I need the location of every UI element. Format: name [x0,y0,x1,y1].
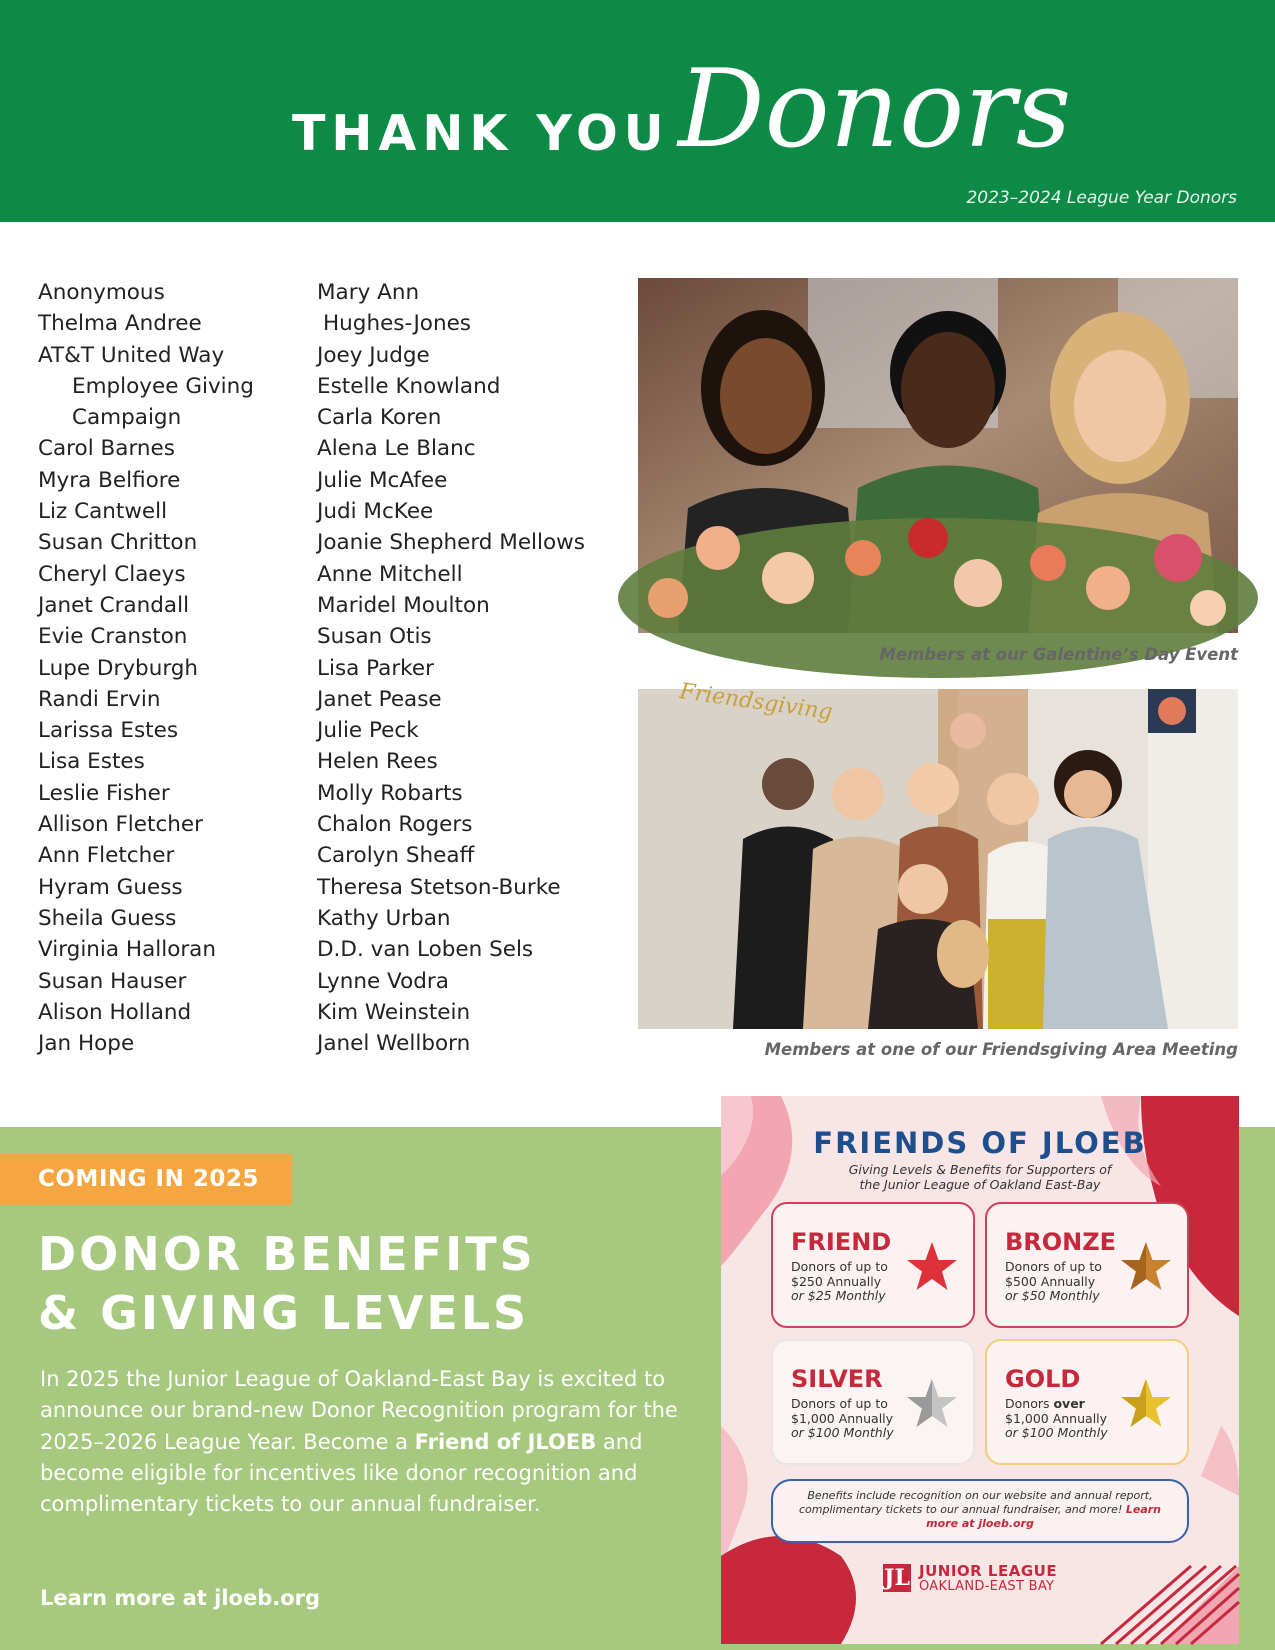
tier-silver-description [791,1397,901,1441]
gold-star-icon [1119,1377,1173,1431]
donor-name: Carolyn Sheaff [317,843,475,869]
galentines-photo-caption: Members at our Galentine’s Day Event [879,645,1238,664]
donor-name: D.D. van Loben Sels [317,937,534,963]
body-part-1: In 2025 the Junior League of Oakland-East Bay is excited to announce our brand-new Donor Recognition program for the 2025–2026 League Year. Become a [40,1367,678,1454]
donor-name: Alison Holland [38,999,192,1025]
donor-name: Hyram Guess [38,874,183,900]
logo-line-2: OAKLAND-EAST BAY [919,1579,1055,1594]
red-star-icon [905,1240,959,1294]
donor-name: Jan Hope [38,1031,135,1057]
silver-star-icon [905,1377,959,1431]
donor-name: Allison Fletcher [38,812,203,838]
donor-name: Joanie Shepherd Mellows [317,530,585,556]
tier-friend-card [771,1202,975,1328]
donors-script-title [672,20,1072,210]
tier-gold-line-1-pre: Donors [1005,1396,1054,1411]
donor-name: Ann Fletcher [38,843,175,869]
tier-friend-line-2: $250 Annually [791,1273,882,1289]
donor-list-column-1 [38,277,298,1059]
donor-name: Evie Cranston [38,624,188,650]
donor-name: Virginia Halloran [38,937,216,963]
donor-benefits-heading [38,1225,536,1343]
donor-name: Estelle Knowland [317,373,501,399]
friendsgiving-photo [638,679,1238,1029]
donor-name: Maridel Moulton [317,592,490,618]
tier-gold-line-1-bold: over [1053,1396,1085,1411]
donor-name: Sheila Guess [38,905,177,931]
donor-name: Kim Weinstein [317,999,471,1025]
header-title: THANK YOU [292,105,670,162]
tier-gold-line-2: $1,000 Annually [1005,1410,1108,1426]
friendsgiving-banner: Friendsgiving [677,679,835,726]
donor-list-column-2 [317,277,617,1059]
donor-name: Carla Koren [317,405,442,431]
tier-gold-name: GOLD [1005,1365,1081,1393]
friendsgiving-photo-caption: Members at one of our Friendsgiving Area Meeting [764,1040,1238,1059]
tier-gold-card [985,1339,1189,1465]
tier-friend-name: FRIEND [791,1228,892,1256]
coming-badge-text: COMING IN 2025 [38,1166,259,1192]
galentines-day-photo [638,278,1238,633]
tier-silver-line-3: or $100 Monthly [791,1425,894,1440]
tier-silver-line-2: $1,000 Annually [791,1410,894,1426]
donor-benefits-body [40,1364,680,1520]
flyer-benefits-link[interactable]: Learn more at jloeb.org [926,1503,1162,1530]
tier-silver-name: SILVER [791,1365,883,1393]
flyer-title: FRIENDS OF JLOEB [813,1126,1147,1160]
donor-name: Employee Giving [72,373,254,399]
tier-bronze-description [1005,1260,1115,1304]
flyer-subtitle [811,1162,1149,1192]
heading-line-1: DONOR BENEFITS [38,1227,536,1281]
flyer-benefits-box [771,1479,1189,1543]
tier-bronze-line-2: $500 Annually [1005,1273,1096,1289]
junior-league-logo [883,1562,1083,1598]
tier-bronze-card [985,1202,1189,1328]
tier-gold-description [1005,1397,1115,1441]
donor-name: Kathy Urban [317,905,451,931]
heading-line-2: & GIVING LEVELS [38,1286,530,1340]
galentines-photo-illustration [638,278,1238,633]
tier-friend-line-3: or $25 Monthly [791,1288,886,1303]
donor-name: Susan Otis [317,624,432,650]
logo-line-1: JUNIOR LEAGUE [919,1562,1058,1580]
donor-name: Thelma Andree [38,311,202,337]
tier-silver-card [771,1339,975,1465]
donor-name: Lisa Estes [38,749,145,775]
donor-name: Judi McKee [317,499,434,525]
jl-logo-mark: JL [884,1565,910,1591]
flyer-subtitle-line-1: Giving Levels & Benefits for Supporters of [848,1162,1112,1177]
tier-friend-line-1: Donors of up to [791,1259,888,1274]
donor-name: Carol Barnes [38,436,175,462]
donor-name: Hughes-Jones [323,311,472,337]
donor-name: Myra Belfiore [38,467,181,493]
bronze-star-icon [1119,1240,1173,1294]
donors-script-text: Donors [678,47,1072,172]
donor-name: Julie Peck [317,718,419,744]
body-part-2: and become eligible for incentives like donor recognition and complimentary tickets to our annual fundraiser. [40,1429,643,1517]
tier-bronze-line-3: or $50 Monthly [1005,1288,1100,1303]
donor-name: Lisa Parker [317,655,434,681]
donor-name: Lynne Vodra [317,968,449,994]
donor-name: Campaign [72,405,182,431]
donor-name: Cheryl Claeys [38,561,186,587]
friendsgiving-photo-illustration [638,679,1238,1029]
donor-name: Alena Le Blanc [317,436,476,462]
donor-name: Susan Chritton [38,530,198,556]
tier-friend-description [791,1260,901,1304]
donor-name: Julie McAfee [317,467,448,493]
header-banner [0,0,1275,222]
donor-name: Larissa Estes [38,718,179,744]
donor-name: Susan Hauser [38,968,187,994]
donor-name: Janet Pease [317,686,442,712]
donor-name: Molly Robarts [317,780,463,806]
donor-name: Janet Crandall [38,592,190,618]
friend-of-jloeb-emphasis: Friend of JLOEB [414,1429,597,1454]
donor-name: Anonymous [38,280,165,305]
tier-gold-line-3: or $100 Monthly [1005,1425,1108,1440]
donor-name: Theresa Stetson-Burke [317,874,561,900]
tier-bronze-name: BRONZE [1005,1228,1117,1256]
donor-name: Randi Ervin [38,686,161,712]
donor-name: Anne Mitchell [317,561,463,587]
tier-gold-line-1 [1005,1397,1115,1412]
donor-name: Lupe Dryburgh [38,655,199,681]
donor-name: Leslie Fisher [38,780,170,806]
tier-silver-line-1: Donors of up to [791,1396,888,1411]
friends-of-jloeb-flyer [721,1096,1239,1644]
tier-bronze-line-1: Donors of up to [1005,1259,1102,1274]
flyer-benefits-text: Benefits include recognition on our website and annual report, complimentary tickets to our annual fundraiser, and more! [798,1489,1153,1516]
donor-name: Joey Judge [317,342,430,368]
flyer-subtitle-line-2: the Junior League of Oakland East-Bay [859,1177,1101,1192]
donor-name: Mary Ann [317,280,420,305]
donor-name: AT&T United Way [38,342,225,368]
donor-name: Liz Cantwell [38,499,168,525]
donor-name: Janel Wellborn [317,1031,471,1057]
donor-name: Helen Rees [317,749,438,775]
learn-more-link[interactable]: Learn more at jloeb.org [40,1586,321,1610]
year-label: 2023–2024 League Year Donors [966,188,1237,208]
donor-name: Chalon Rogers [317,812,473,838]
